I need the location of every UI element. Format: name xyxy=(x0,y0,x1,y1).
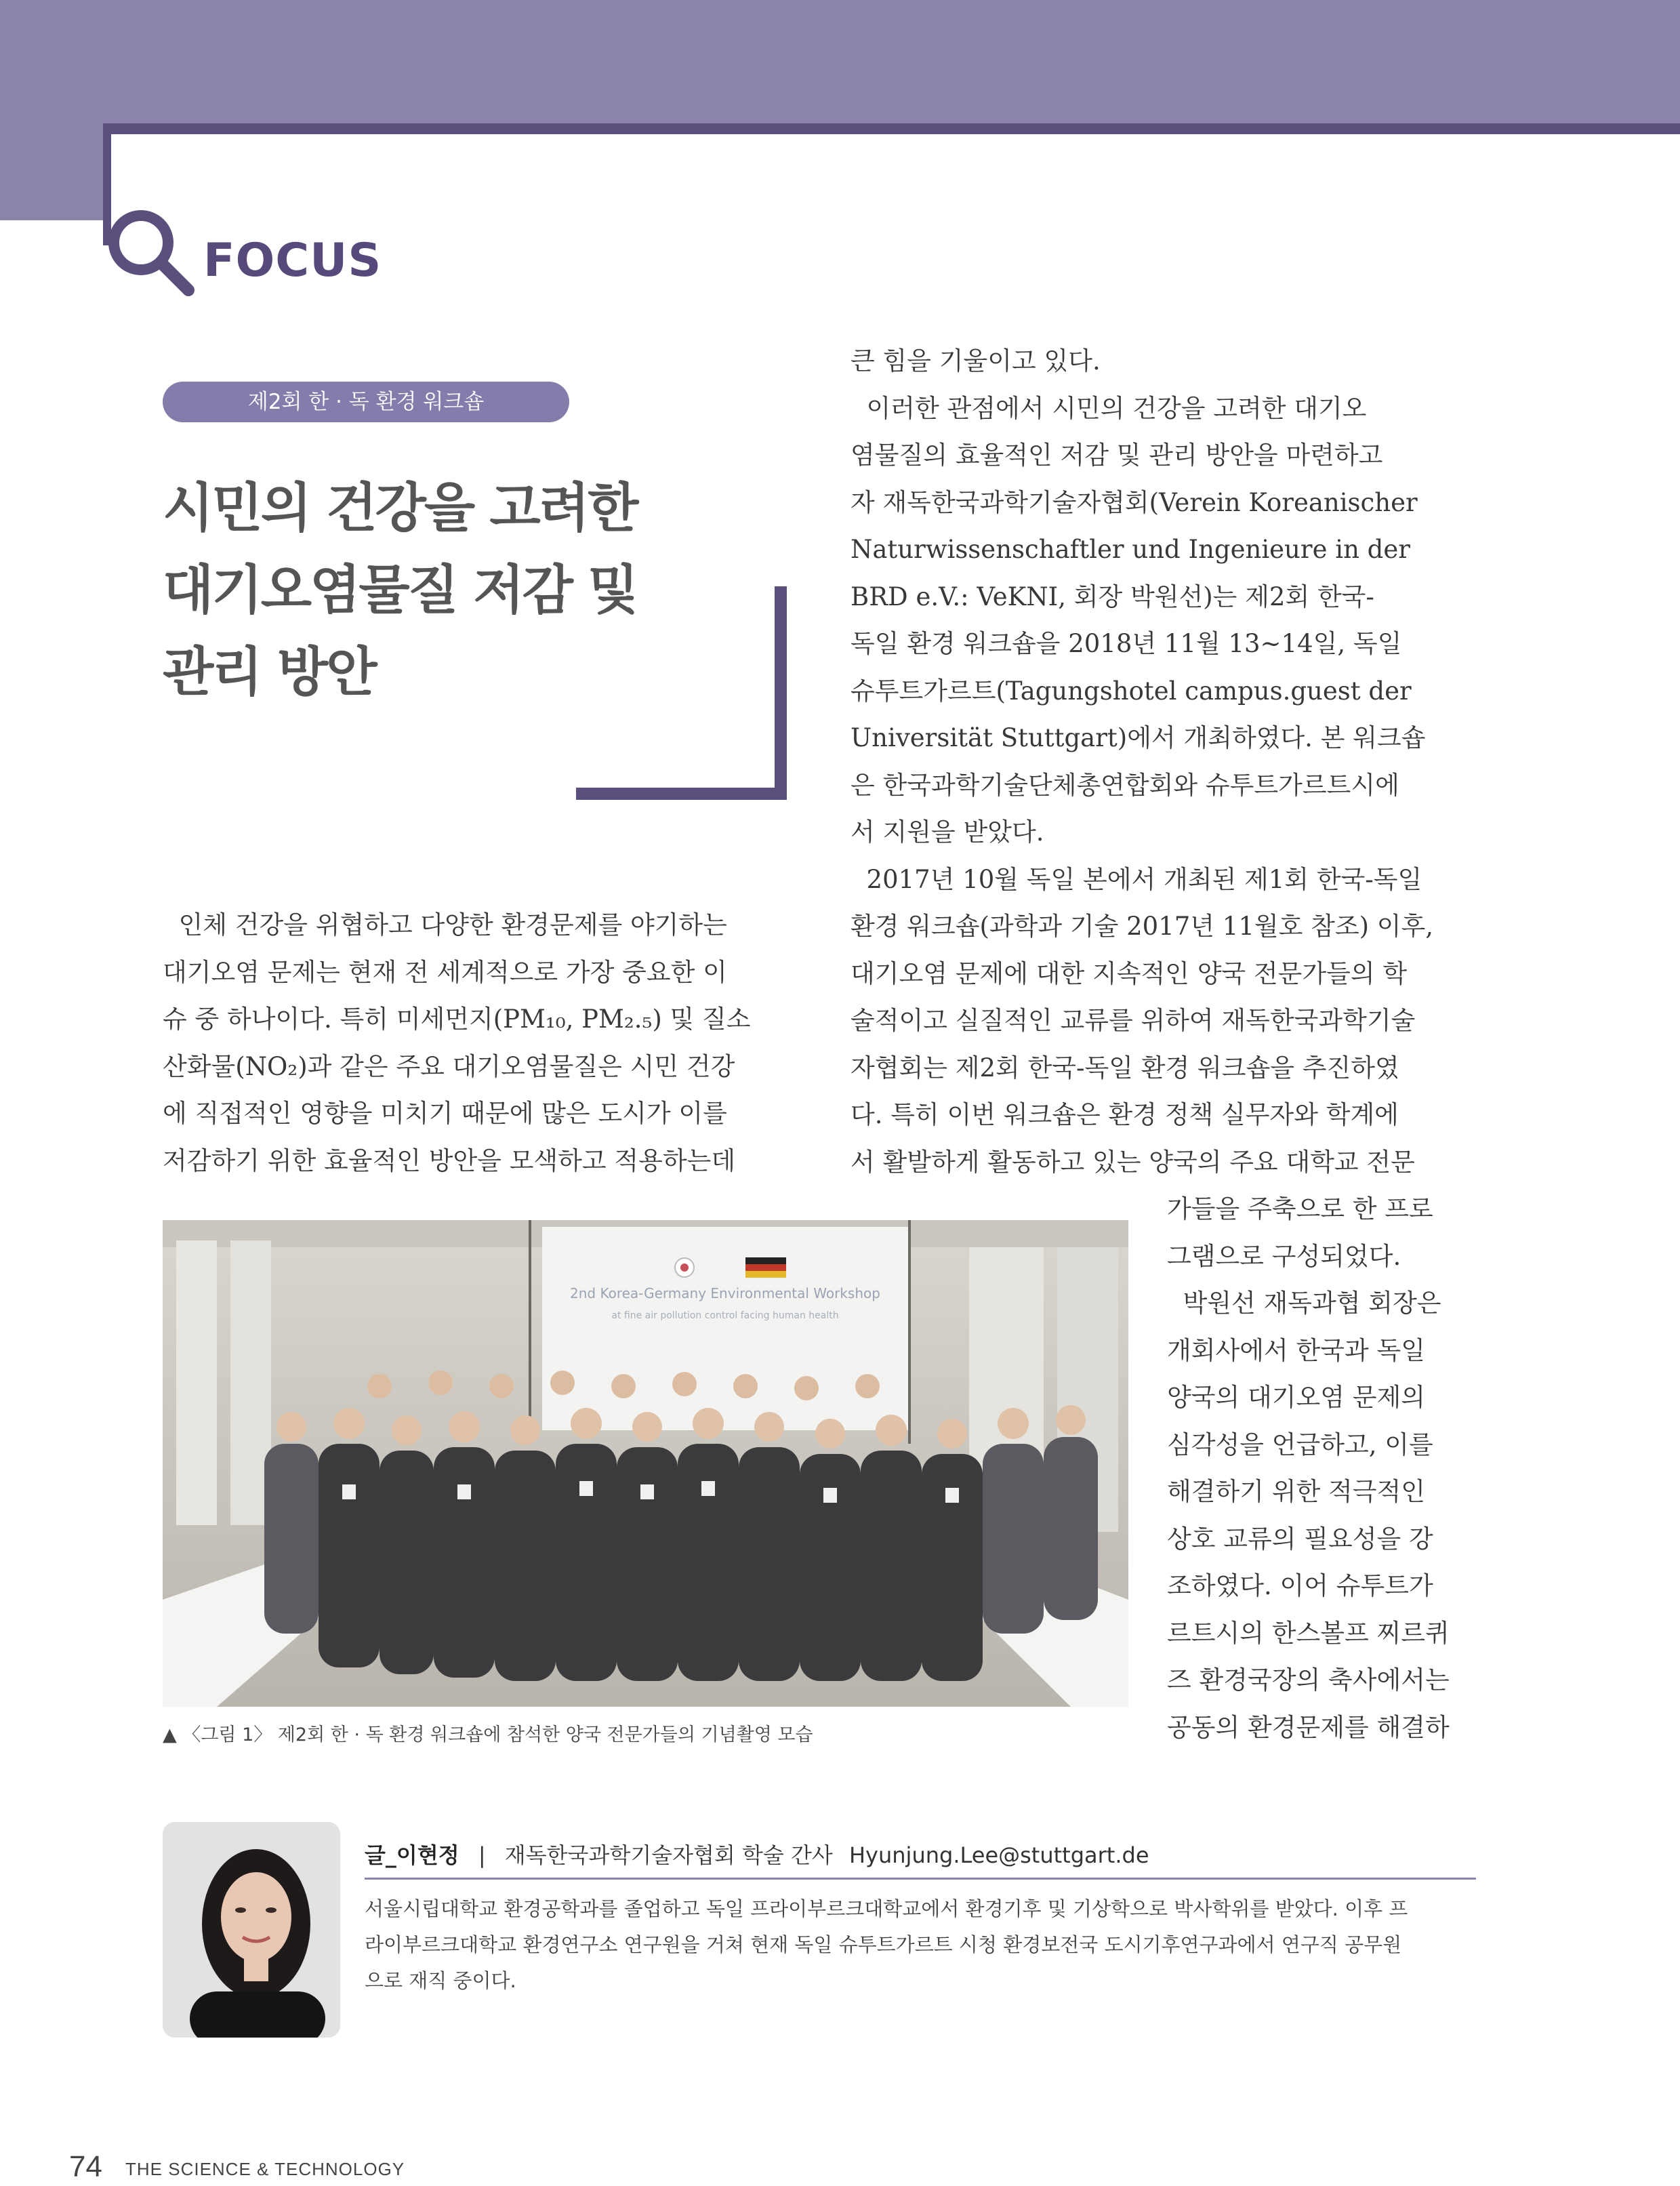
photo-caption: ▲ 〈그림 1〉 제2회 한 · 독 환경 워크숍에 참석한 양국 전문가들의 기념촬영 모습 xyxy=(163,1724,813,1745)
text-line: 그램으로 구성되었다. xyxy=(1167,1241,1401,1271)
article-title xyxy=(163,468,678,714)
text-line: 해결하기 위한 적극적인 xyxy=(1167,1477,1425,1506)
text-line: 다. 특히 이번 워크숍은 환경 정책 실무자와 학계에 xyxy=(851,1100,1399,1129)
text-line: 독일 환경 워크숍을 2018년 11월 13~14일, 독일 xyxy=(851,629,1402,658)
magnifier-icon xyxy=(102,203,197,298)
title-line: 대기오염물질 저감 및 xyxy=(163,560,637,621)
text-line: BRD e.V.: VeKNI, 회장 박원선)는 제2회 한국- xyxy=(851,582,1374,611)
text-line: 서 활발하게 활동하고 있는 양국의 주요 대학교 전문 xyxy=(851,1147,1415,1177)
text-line: 인체 건강을 위협하고 다양한 환경문제를 야기하는 xyxy=(163,910,727,939)
text-line: 심각성을 언급하고, 이를 xyxy=(1167,1430,1433,1459)
title-corner-bracket xyxy=(576,788,787,800)
author-portrait xyxy=(163,1822,340,2038)
text-line: 은 한국과학기술단체총연합회와 슈투트가르트시에 xyxy=(851,770,1399,800)
text-line: 대기오염 문제는 현재 전 세계적으로 가장 중요한 이 xyxy=(163,957,727,987)
text-line: 공동의 환경문제를 해결하 xyxy=(1167,1712,1450,1742)
text-line: 대기오염 문제에 대한 지속적인 양국 전문가들의 학 xyxy=(851,958,1408,988)
title-line: 시민의 건강을 고려한 xyxy=(163,478,637,539)
screen-subtitle: at fine air pollution control facing human health xyxy=(611,1310,839,1321)
title-line: 관리 방안 xyxy=(163,642,375,703)
credit-separator: | xyxy=(478,1842,486,1868)
header-band xyxy=(0,0,1680,129)
group-photo-illustration xyxy=(163,1220,1128,1707)
author-name: 글_이현정 xyxy=(365,1842,459,1868)
text-line: 에 직접적인 영향을 미치기 때문에 많은 도시가 이를 xyxy=(163,1099,727,1128)
author-credit xyxy=(365,1838,1149,1869)
text-line: 개회사에서 한국과 독일 xyxy=(1167,1335,1425,1365)
header-side-block xyxy=(0,129,107,220)
text-line: 상호 교류의 필요성을 강 xyxy=(1167,1524,1433,1554)
author-divider xyxy=(365,1878,1476,1880)
topic-tag: 제2회 한 · 독 환경 워크숍 xyxy=(163,382,569,422)
author-portrait-illustration xyxy=(163,1822,340,2038)
section-label: FOCUS xyxy=(203,234,382,287)
author-email: Hyunjung.Lee@stuttgart.de xyxy=(848,1842,1149,1868)
author-bio xyxy=(365,1891,1476,1999)
title-corner-bracket xyxy=(775,586,787,800)
magazine-name: THE SCIENCE & TECHNOLOGY xyxy=(125,2159,405,2179)
left-column-text xyxy=(163,902,786,1184)
text-line: 염물질의 효율적인 저감 및 관리 방안을 마련하고 xyxy=(851,441,1383,470)
text-line: Universität Stuttgart)에서 개최하였다. 본 워크숍 xyxy=(851,723,1426,752)
page-number: 74 xyxy=(69,2150,102,2183)
right-column-text xyxy=(851,338,1474,1186)
text-line: 환경 워크숍(과학과 기술 2017년 11월호 참조) 이후, xyxy=(851,912,1434,941)
text-line: 즈 환경국장의 축사에서는 xyxy=(1167,1665,1450,1695)
text-line: 이러한 관점에서 시민의 건강을 고려한 대기오 xyxy=(851,393,1367,423)
text-line: Naturwissenschaftler und Ingenieure in der xyxy=(851,535,1410,564)
text-line: 양국의 대기오염 문제의 xyxy=(1167,1383,1425,1412)
text-line: 술적이고 실질적인 교류를 위하여 재독한국과학기술 xyxy=(851,1006,1416,1035)
screen-title: 2nd Korea-Germany Environmental Workshop xyxy=(570,1285,880,1301)
text-line: 조하였다. 이어 슈투트가 xyxy=(1167,1571,1433,1600)
text-line: 자 재독한국과학기술자협회(Verein Koreanischer xyxy=(851,487,1418,517)
text-line: 가들을 주축으로 한 프로 xyxy=(1167,1194,1433,1223)
bio-line: 으로 재직 중이다. xyxy=(365,1969,516,1992)
text-line: 자협회는 제2회 한국-독일 환경 워크숍을 추진하였 xyxy=(851,1053,1399,1082)
author-affiliation: 재독한국과학기술자협회 학술 간사 xyxy=(504,1842,833,1868)
text-line: 슈투트가르트(Tagungshotel campus.guest der xyxy=(851,676,1412,706)
text-line: 서 지원을 받았다. xyxy=(851,817,1044,847)
text-line: 산화물(NO₂)과 같은 주요 대기오염물질은 시민 건강 xyxy=(163,1051,735,1081)
text-line: 저감하기 위한 효율적인 방안을 모색하고 적용하는데 xyxy=(163,1146,736,1175)
bio-line: 서울시립대학교 환경공학과를 졸업하고 독일 프라이부르크대학교에서 환경기후 및 기상학으로 박사학위를 받았다. 이후 프 xyxy=(365,1897,1408,1920)
text-line: 큰 힘을 기울이고 있다. xyxy=(851,346,1101,376)
text-line: 르트시의 한스볼프 찌르퀴 xyxy=(1167,1618,1450,1648)
header-rule xyxy=(103,123,1680,134)
group-photo xyxy=(163,1220,1128,1707)
narrow-column-text xyxy=(1167,1186,1475,1751)
text-line: 2017년 10월 독일 본에서 개최된 제1회 한국-독일 xyxy=(851,864,1422,894)
bio-line: 라이부르크대학교 환경연구소 연구원을 거쳐 현재 독일 슈투트가르트 시청 환경보전국 도시기후연구과에서 연구직 공무원 xyxy=(365,1933,1402,1956)
text-line: 슈 중 하나이다. 특히 미세먼지(PM₁₀, PM₂.₅) 및 질소 xyxy=(163,1005,751,1034)
text-line: 박원선 재독과협 회장은 xyxy=(1167,1289,1441,1318)
